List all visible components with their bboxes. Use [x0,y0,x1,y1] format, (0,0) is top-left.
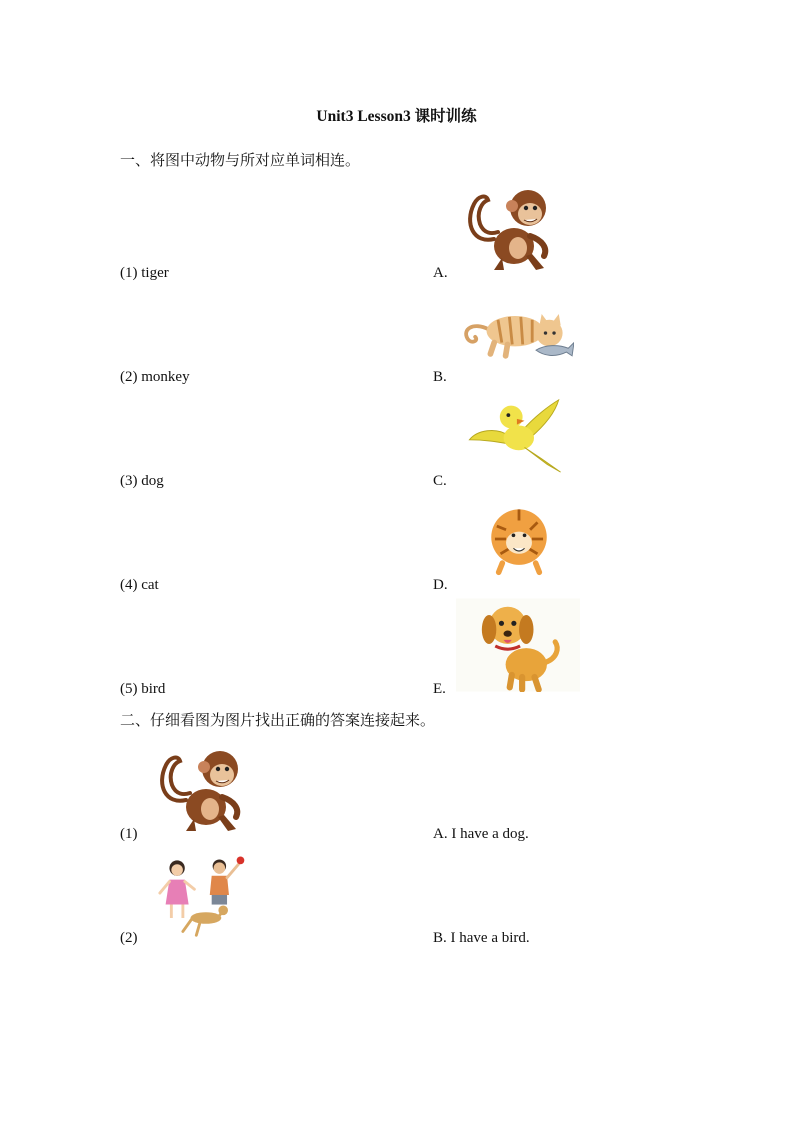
page-title: Unit3 Lesson3 课时训练 [316,108,477,125]
word-item-monkey: (2) monkey [120,369,190,385]
monkey-picture [464,184,564,274]
bird-picture [466,398,564,474]
option-letter-e: E. [433,681,446,697]
word-item-tiger: (1) tiger [120,265,169,281]
question-item-1: (1) [120,826,138,842]
dog-picture [456,598,580,692]
children-with-dog-picture [156,850,252,938]
answer-option-b: B. I have a bird. [433,930,530,946]
cat-picture [460,300,574,368]
option-letter-d: D. [433,577,448,593]
answer-option-a: A. I have a dog. [433,826,529,842]
monkey-picture-question [156,745,256,835]
section-2-heading: 二、仔细看图为图片找出正确的答案连接起来。 [120,713,436,729]
word-item-bird: (5) bird [120,681,166,697]
option-letter-c: C. [433,473,447,489]
tiger-picture [482,500,556,578]
option-letter-a: A. [433,265,448,281]
option-letter-b: B. [433,369,447,385]
question-item-2: (2) [120,930,138,946]
word-item-dog: (3) dog [120,473,164,489]
word-item-cat: (4) cat [120,577,159,593]
section-1-heading: 一、将图中动物与所对应单词相连。 [120,153,361,169]
